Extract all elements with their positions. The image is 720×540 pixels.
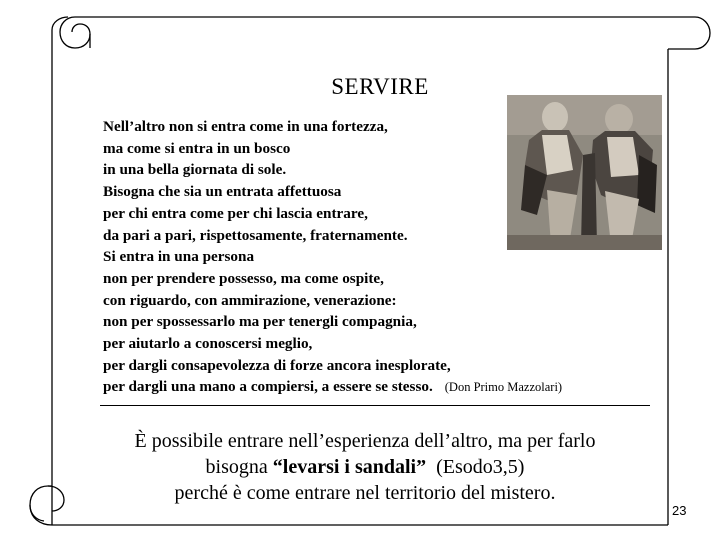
poem-line: in una bella giornata di sole. — [103, 161, 287, 179]
poem-line: non per spossessarlo ma per tenergli compagnia, — [103, 313, 417, 331]
quote-line-1: È possibile entrare nell’esperienza dell’altro, ma per farlo — [134, 430, 596, 452]
poem-line: con riguardo, con ammirazione, venerazione: — [103, 291, 397, 309]
poem-line-text: per dargli una mano a compiersi, a essere se stesso. — [103, 378, 433, 396]
poem-line: non per prendere possesso, ma come ospite, — [103, 269, 384, 287]
quote-emphasis: “levarsi i sandali” — [272, 456, 427, 478]
poem-line: Bisogna che sia un entrata affettuosa — [103, 183, 342, 201]
quote-line-2-pre: bisogna — [205, 456, 273, 478]
poem-text — [103, 116, 663, 399]
quote-reference: (Esodo3,5) — [426, 456, 525, 478]
divider — [100, 405, 650, 406]
page-number: 23 — [672, 503, 687, 518]
poem-line: ma come si entra in un bosco — [103, 139, 291, 157]
poem-line: per aiutarlo a conoscersi meglio, — [103, 335, 313, 353]
slide-title: SERVIRE — [331, 74, 429, 99]
quote-text — [80, 428, 650, 506]
poem-line: Nell’altro non si entra come in una fortezza, — [103, 118, 388, 135]
poem-line: da pari a pari, rispettosamente, fraternamente. — [103, 226, 408, 244]
poem-line: Si entra in una persona — [103, 248, 255, 266]
poem-line: per dargli consapevolezza di forze ancora inesplorate, — [103, 356, 451, 374]
poem-line-last — [103, 376, 663, 399]
poem-line: per chi entra come per chi lascia entrare, — [103, 204, 368, 222]
quote-line-3: perché è come entrare nel territorio del mistero. — [174, 482, 556, 504]
attribution: (Don Primo Mazzolari) — [444, 380, 563, 395]
quote-line-2 — [80, 454, 650, 480]
